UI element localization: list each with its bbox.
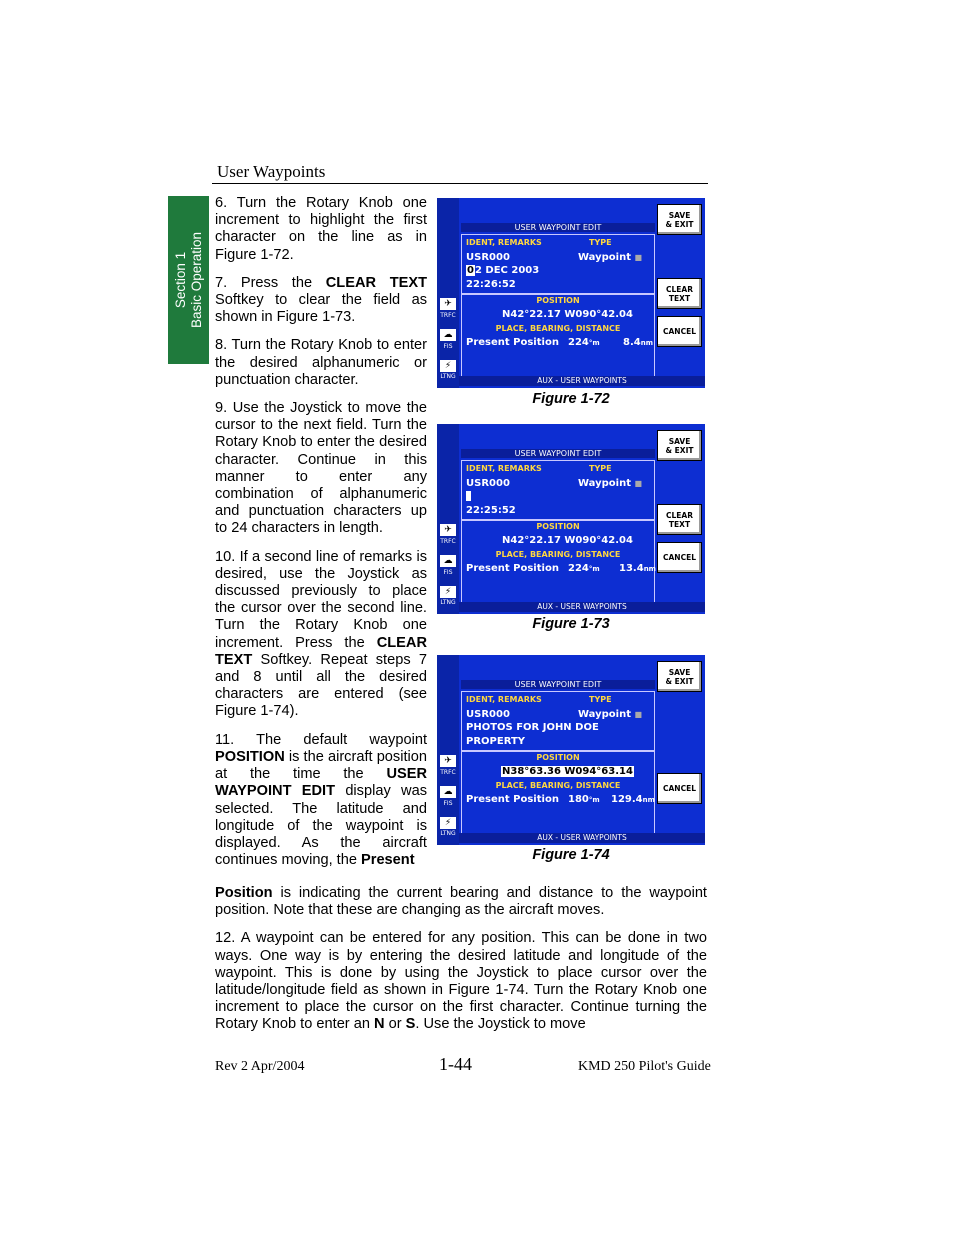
ident-label: IDENT, REMARKS <box>466 238 542 247</box>
step-11-continued: Position is indicating the current bearing and distance to the waypoint position. Note that these are changing as the aircraft moves. <box>215 885 707 919</box>
bearing-value: 224°m <box>568 337 600 348</box>
position-value[interactable]: N42°22.17 W090°42.04 <box>502 309 633 320</box>
present-position: Present Position <box>466 794 559 805</box>
position-label: POSITION <box>536 753 580 762</box>
step-7: 7. Press the CLEAR TEXT Softkey to clear the field as shown in Figure 1-73. <box>215 274 427 326</box>
figure-1-72-screen <box>437 198 705 388</box>
page-title-bar: AUX - USER WAYPOINTS <box>459 833 705 843</box>
position-box <box>461 520 655 604</box>
screen-title: USER WAYPOINT EDIT <box>461 680 655 689</box>
weather-icon[interactable]: ☁ <box>440 555 456 567</box>
left-column-text <box>215 195 427 869</box>
cancel-softkey[interactable]: CANCEL <box>657 542 702 573</box>
step-10: 10. If a second line of remarks is desired, use the Joystick as discussed previously to place the cursor over the second line. Turn the Rotary Knob one increment. Press the CLEAR TEXT Softkey. Repeat steps 7 and 8 until all the desired characters are entered (see Figure 1-74). <box>215 548 427 720</box>
save-exit-softkey[interactable]: SAVE & EXIT <box>657 430 702 461</box>
bearing-value: 180°m <box>568 794 600 805</box>
ident-label: IDENT, REMARKS <box>466 464 542 473</box>
distance-value: 8.4nm <box>623 337 653 348</box>
remark-line-2[interactable]: PROPERTY <box>466 736 526 747</box>
trfc-label: TRFC <box>440 769 456 776</box>
section-tab <box>168 196 209 364</box>
position-value[interactable]: N42°22.17 W090°42.04 <box>502 535 633 546</box>
step-6: 6. Turn the Rotary Knob one increment to highlight the first character on the line as in Figure 1-72. <box>215 195 427 263</box>
page-title-bar: AUX - USER WAYPOINTS <box>459 376 705 386</box>
position-box <box>461 751 655 835</box>
present-position: Present Position <box>466 337 559 348</box>
remark-line-1[interactable] <box>466 491 471 503</box>
save-exit-softkey[interactable]: SAVE & EXIT <box>657 204 702 235</box>
ltng-label: LTNG <box>440 599 456 606</box>
footer-guide-title: KMD 250 Pilot's Guide <box>578 1059 711 1074</box>
traffic-icon[interactable]: ✈ <box>440 524 456 536</box>
trfc-label: TRFC <box>440 538 456 545</box>
step-12: 12. A waypoint can be entered for any position. This can be done in two ways. One way is by entering the desired latitude and longitude of the waypoint. This is done by using the Joystick to place cursor over the latitude/longitude field as shown in Figure 1-74. Turn the Rotary Knob one increment to place the cursor on the first character. Continue turning the Rotary Knob to enter an N or S. Use the Joystick to move <box>215 930 707 1033</box>
traffic-icon[interactable]: ✈ <box>440 298 456 310</box>
present-position: Present Position <box>466 563 559 574</box>
weather-icon[interactable]: ☁ <box>440 329 456 341</box>
pbd-label: PLACE, BEARING, DISTANCE <box>495 324 621 333</box>
cancel-softkey[interactable]: CANCEL <box>657 773 702 804</box>
type-value[interactable]: Waypoint ■ <box>578 478 643 489</box>
figure-1-73-caption: Figure 1-73 <box>532 616 610 632</box>
fis-label: FIS <box>443 569 453 576</box>
ident-value[interactable]: USR000 <box>466 252 510 263</box>
pbd-label: PLACE, BEARING, DISTANCE <box>495 550 621 559</box>
save-exit-softkey[interactable]: SAVE & EXIT <box>657 661 702 692</box>
page-title-bar: AUX - USER WAYPOINTS <box>459 602 705 612</box>
fis-label: FIS <box>443 343 453 350</box>
position-value[interactable]: N38°63.36 W094°63.14 <box>502 766 633 777</box>
position-label: POSITION <box>536 296 580 305</box>
page-number: 1-44 <box>439 1054 472 1074</box>
header-rule <box>212 183 708 184</box>
ident-value[interactable]: USR000 <box>466 478 510 489</box>
step-11: 11. The default waypoint POSITION is the aircraft position at the time the USER WAYPOINT EDIT display was selected. The latitude and longitude of the waypoint is displayed. As the aircraft continues moving, the Present <box>215 731 427 869</box>
clear-text-softkey[interactable]: CLEAR TEXT <box>657 504 702 535</box>
ltng-label: LTNG <box>440 830 456 837</box>
fis-label: FIS <box>443 800 453 807</box>
type-label: TYPE <box>589 695 612 704</box>
remark-line-1[interactable]: 02 DEC 2003 <box>467 265 540 276</box>
full-width-text <box>215 885 707 1045</box>
ident-value[interactable]: USR000 <box>466 709 510 720</box>
remark-line-2[interactable]: 22:25:52 <box>466 505 516 516</box>
figure-1-74-screen <box>437 655 705 845</box>
weather-icon[interactable]: ☁ <box>440 786 456 798</box>
screen-title: USER WAYPOINT EDIT <box>461 223 655 232</box>
figure-1-73-screen <box>437 424 705 614</box>
remark-line-2[interactable]: 22:26:52 <box>466 279 516 290</box>
ident-label: IDENT, REMARKS <box>466 695 542 704</box>
distance-value: 129.4nm <box>611 794 655 805</box>
step-8: 8. Turn the Rotary Knob to enter the desired alphanumeric or punctuation character. <box>215 337 427 388</box>
lightning-icon[interactable]: ⚡ <box>440 360 456 372</box>
running-header: User Waypoints <box>217 162 326 181</box>
cancel-softkey[interactable]: CANCEL <box>657 316 702 347</box>
position-box <box>461 294 655 378</box>
bearing-value: 224°m <box>568 563 600 574</box>
type-label: TYPE <box>589 238 612 247</box>
figure-1-74-caption: Figure 1-74 <box>532 847 610 863</box>
ltng-label: LTNG <box>440 373 456 380</box>
type-value[interactable]: Waypoint ■ <box>578 252 643 263</box>
text-cursor <box>466 491 471 501</box>
type-value[interactable]: Waypoint ■ <box>578 709 643 720</box>
section-tab-label: Section 1 Basic Operation <box>172 231 204 329</box>
position-label: POSITION <box>536 522 580 531</box>
pbd-label: PLACE, BEARING, DISTANCE <box>495 781 621 790</box>
distance-value: 13.4nm <box>619 563 656 574</box>
remark-line-1[interactable]: PHOTOS FOR JOHN DOE <box>466 722 599 733</box>
figure-1-72-caption: Figure 1-72 <box>532 391 610 407</box>
footer-revision: Rev 2 Apr/2004 <box>215 1059 305 1074</box>
clear-text-softkey[interactable]: CLEAR TEXT <box>657 278 702 309</box>
type-label: TYPE <box>589 464 612 473</box>
lightning-icon[interactable]: ⚡ <box>440 817 456 829</box>
screen-title: USER WAYPOINT EDIT <box>461 449 655 458</box>
step-9: 9. Use the Joystick to move the cursor to the next field. Turn the Rotary Knob to enter the desired character. Continue in this manner to enter any combination of alphanumeric and punctuation characters up to 24 characters in length. <box>215 400 427 537</box>
lightning-icon[interactable]: ⚡ <box>440 586 456 598</box>
trfc-label: TRFC <box>440 312 456 319</box>
traffic-icon[interactable]: ✈ <box>440 755 456 767</box>
